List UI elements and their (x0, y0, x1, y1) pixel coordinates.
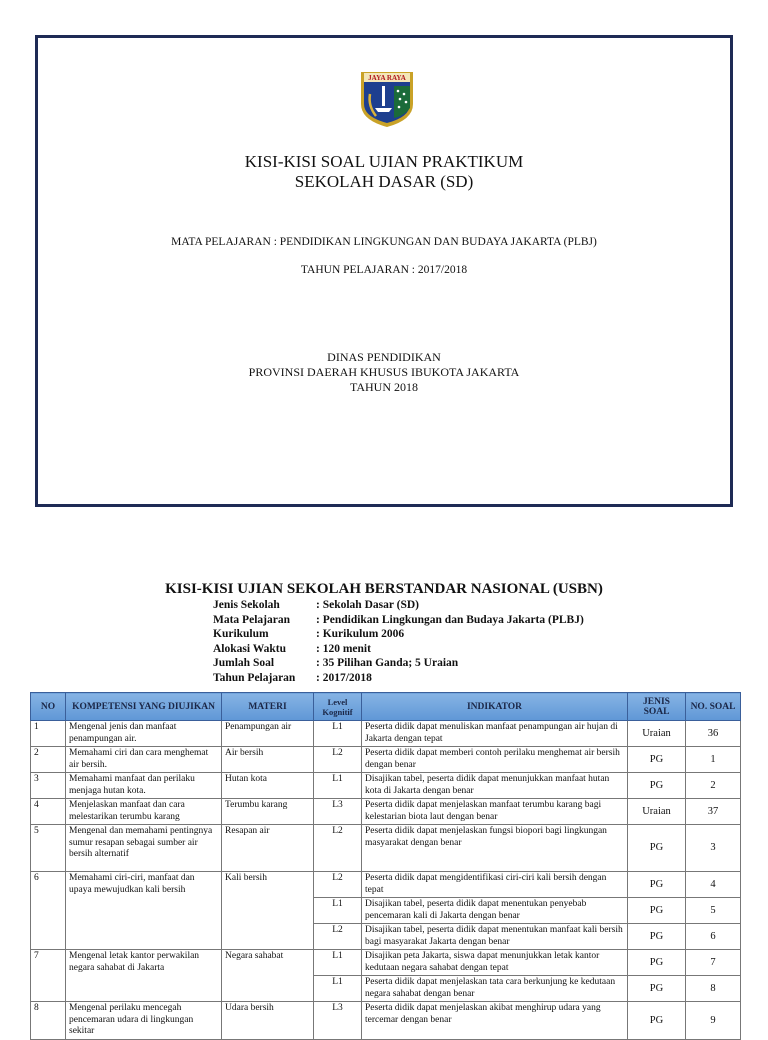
cell-indikator: Peserta didik dapat menuliskan manfaat penampungan air hujan di Jakarta dengan tepat (362, 721, 628, 747)
cover-year: TAHUN PELAJARAN : 2017/2018 (300, 264, 468, 276)
cover-title (38, 152, 730, 192)
cell-kompetensi: Menjelaskan manfaat dan cara melestarikan terumbu karang (66, 799, 222, 825)
agency-line1: DINAS PENDIDIKAN (327, 350, 441, 364)
cell-no: 6 (31, 872, 66, 950)
meta-row (213, 613, 584, 628)
meta-value: : Sekolah Dasar (SD) (316, 599, 419, 611)
cell-level: L2 (314, 924, 362, 950)
svg-text:JAYA RAYA: JAYA RAYA (368, 74, 406, 82)
cell-jenis-soal: PG (628, 924, 686, 950)
table-row (31, 1002, 741, 1040)
meta-value: : 35 Pilihan Ganda; 5 Uraian (316, 657, 459, 670)
cell-no-soal: 7 (686, 950, 741, 976)
cell-level: L3 (314, 799, 362, 825)
meta-label: Kurikulum (213, 628, 269, 641)
cell-materi: Terumbu karang (222, 799, 314, 825)
cover-page-frame (35, 35, 733, 507)
cell-indikator: Peserta didik dapat menjelaskan akibat menghirup udara yang tercemar dengan benar (362, 1002, 628, 1040)
cell-kompetensi: Mengenal jenis dan manfaat penampungan air. (66, 721, 222, 747)
cell-level: L1 (314, 721, 362, 747)
cell-no: 3 (31, 773, 66, 799)
header-no-soal: NO. SOAL (686, 693, 741, 721)
agency-line3: TAHUN 2018 (349, 380, 419, 394)
table-row (31, 747, 741, 773)
cell-no-soal: 4 (686, 872, 741, 898)
table-row (31, 799, 741, 825)
cell-indikator: Disajikan tabel, peserta didik dapat menentukan penyebab pencemaran kali di Jakarta dengan benar (362, 898, 628, 924)
cell-jenis-soal: PG (628, 747, 686, 773)
table-row (31, 825, 741, 872)
cell-level: L1 (314, 976, 362, 1002)
table-row (31, 721, 741, 747)
header-kompetensi: KOMPETENSI YANG DIUJIKAN (66, 693, 222, 721)
cell-jenis-soal: PG (628, 1002, 686, 1040)
cell-level: L2 (314, 747, 362, 773)
kisi-kisi-table (30, 692, 741, 1040)
exam-metadata (213, 598, 584, 686)
cell-jenis-soal: PG (628, 976, 686, 1002)
header-level: Level Kognitif (314, 693, 362, 721)
cover-title-line1: KISI-KISI SOAL UJIAN PRAKTIKUM (244, 152, 524, 171)
cell-jenis-soal: Uraian (628, 799, 686, 825)
cell-kompetensi: Memahami ciri-ciri, manfaat dan upaya mewujudkan kali bersih (66, 872, 222, 950)
cell-no: 2 (31, 747, 66, 773)
cell-no-soal: 9 (686, 1002, 741, 1040)
cell-indikator: Peserta didik dapat memberi contoh perilaku menghemat air bersih dengan benar (362, 747, 628, 773)
cell-no-soal: 3 (686, 825, 741, 872)
header-indikator: INDIKATOR (362, 693, 628, 721)
cell-materi: Resapan air (222, 825, 314, 872)
cover-subject: MATA PELAJARAN : PENDIDIKAN LINGKUNGAN DAN BUDAYA JAKARTA (PLBJ) (171, 236, 597, 248)
cell-jenis-soal: PG (628, 898, 686, 924)
cell-level: L2 (314, 872, 362, 898)
cell-indikator: Peserta didik dapat menjelaskan manfaat terumbu karang bagi kelestarian biota laut dengan benar (362, 799, 628, 825)
meta-value: : Pendidikan Lingkungan dan Budaya Jakarta (PLBJ) (316, 613, 584, 626)
cell-materi: Penampungan air (222, 721, 314, 747)
table-row (31, 950, 741, 976)
meta-label: Alokasi Waktu (213, 642, 286, 655)
table-row (31, 872, 741, 898)
cell-kompetensi: Mengenal letak kantor perwakilan negara sahabat di Jakarta (66, 950, 222, 1002)
cell-no-soal: 1 (686, 747, 741, 773)
cell-indikator: Peserta didik dapat mengidentifikasi ciri-ciri kali bersih dengan tepat (362, 872, 628, 898)
cell-kompetensi: Memahami ciri dan cara menghemat air bersih. (66, 747, 222, 773)
cell-level: L3 (314, 1002, 362, 1040)
cell-materi: Negara sahabat (222, 950, 314, 1002)
cell-jenis-soal: PG (628, 872, 686, 898)
meta-row (213, 598, 584, 613)
meta-row (213, 671, 584, 686)
cell-jenis-soal: PG (628, 773, 686, 799)
cell-no-soal: 2 (686, 773, 741, 799)
cell-no: 1 (31, 721, 66, 747)
header-materi: MATERI (222, 693, 314, 721)
cell-no: 7 (31, 950, 66, 1002)
cell-materi: Udara bersih (222, 1002, 314, 1040)
cell-level: L1 (314, 773, 362, 799)
cell-jenis-soal: PG (628, 950, 686, 976)
meta-value: : 120 menit (316, 642, 371, 655)
cell-indikator: Peserta didik dapat menjelaskan fungsi biopori bagi lingkungan masyarakat dengan benar (362, 825, 628, 872)
cell-no-soal: 8 (686, 976, 741, 1002)
cover-agency (38, 350, 730, 395)
cover-title-line2: SEKOLAH DASAR (SD) (294, 172, 474, 191)
cell-indikator: Disajikan tabel, peserta didik dapat menentukan manfaat kali bersih bagi masyarakat Jakarta dengan benar (362, 924, 628, 950)
meta-label: Tahun Pelajaran (213, 671, 296, 684)
header-no: NO (31, 693, 66, 721)
cell-indikator: Peserta didik dapat menjelaskan tata cara berkunjung ke kedutaan negara sahabat dengan benar (362, 976, 628, 1002)
meta-row (213, 642, 584, 657)
header-jenis-soal: JENIS SOAL (628, 693, 686, 721)
meta-label: Jenis Sekolah (213, 599, 280, 611)
meta-row (213, 656, 584, 671)
cell-no-soal: 36 (686, 721, 741, 747)
cell-jenis-soal: PG (628, 825, 686, 872)
cell-kompetensi: Mengenal perilaku mencegah pencemaran udara di lingkungan sekitar (66, 1002, 222, 1040)
meta-label: Mata Pelajaran (213, 613, 290, 626)
cell-no: 8 (31, 1002, 66, 1040)
cell-no-soal: 6 (686, 924, 741, 950)
jakarta-coat-of-arms-logo (358, 66, 416, 128)
cell-kompetensi: Memahami manfaat dan perilaku menjaga hutan kota. (66, 773, 222, 799)
cell-no: 5 (31, 825, 66, 872)
cell-materi: Air bersih (222, 747, 314, 773)
cell-level: L1 (314, 898, 362, 924)
cell-no-soal: 37 (686, 799, 741, 825)
cell-level: L2 (314, 825, 362, 872)
table-header-row (31, 693, 741, 721)
table-row (31, 773, 741, 799)
cell-kompetensi: Mengenal dan memahami pentingnya sumur resapan sebagai sumber air bersih alternatif (66, 825, 222, 872)
meta-value: : 2017/2018 (316, 671, 372, 684)
cell-level: L1 (314, 950, 362, 976)
cell-indikator: Disajikan peta Jakarta, siswa dapat menunjukkan letak kantor kedutaan negara sahabat dengan tepat (362, 950, 628, 976)
meta-label: Jumlah Soal (213, 657, 275, 670)
meta-row (213, 627, 584, 642)
meta-value: : Kurikulum 2006 (316, 628, 405, 641)
cell-no: 4 (31, 799, 66, 825)
section-title: KISI-KISI UJIAN SEKOLAH BERSTANDAR NASIONAL (USBN) (165, 581, 603, 597)
cell-no-soal: 5 (686, 898, 741, 924)
agency-line2: PROVINSI DAERAH KHUSUS IBUKOTA JAKARTA (248, 365, 520, 379)
cell-indikator: Disajikan tabel, peserta didik dapat menunjukkan manfaat hutan kota di Jakarta dengan benar (362, 773, 628, 799)
cell-materi: Kali bersih (222, 872, 314, 950)
cell-jenis-soal: Uraian (628, 721, 686, 747)
cell-materi: Hutan kota (222, 773, 314, 799)
